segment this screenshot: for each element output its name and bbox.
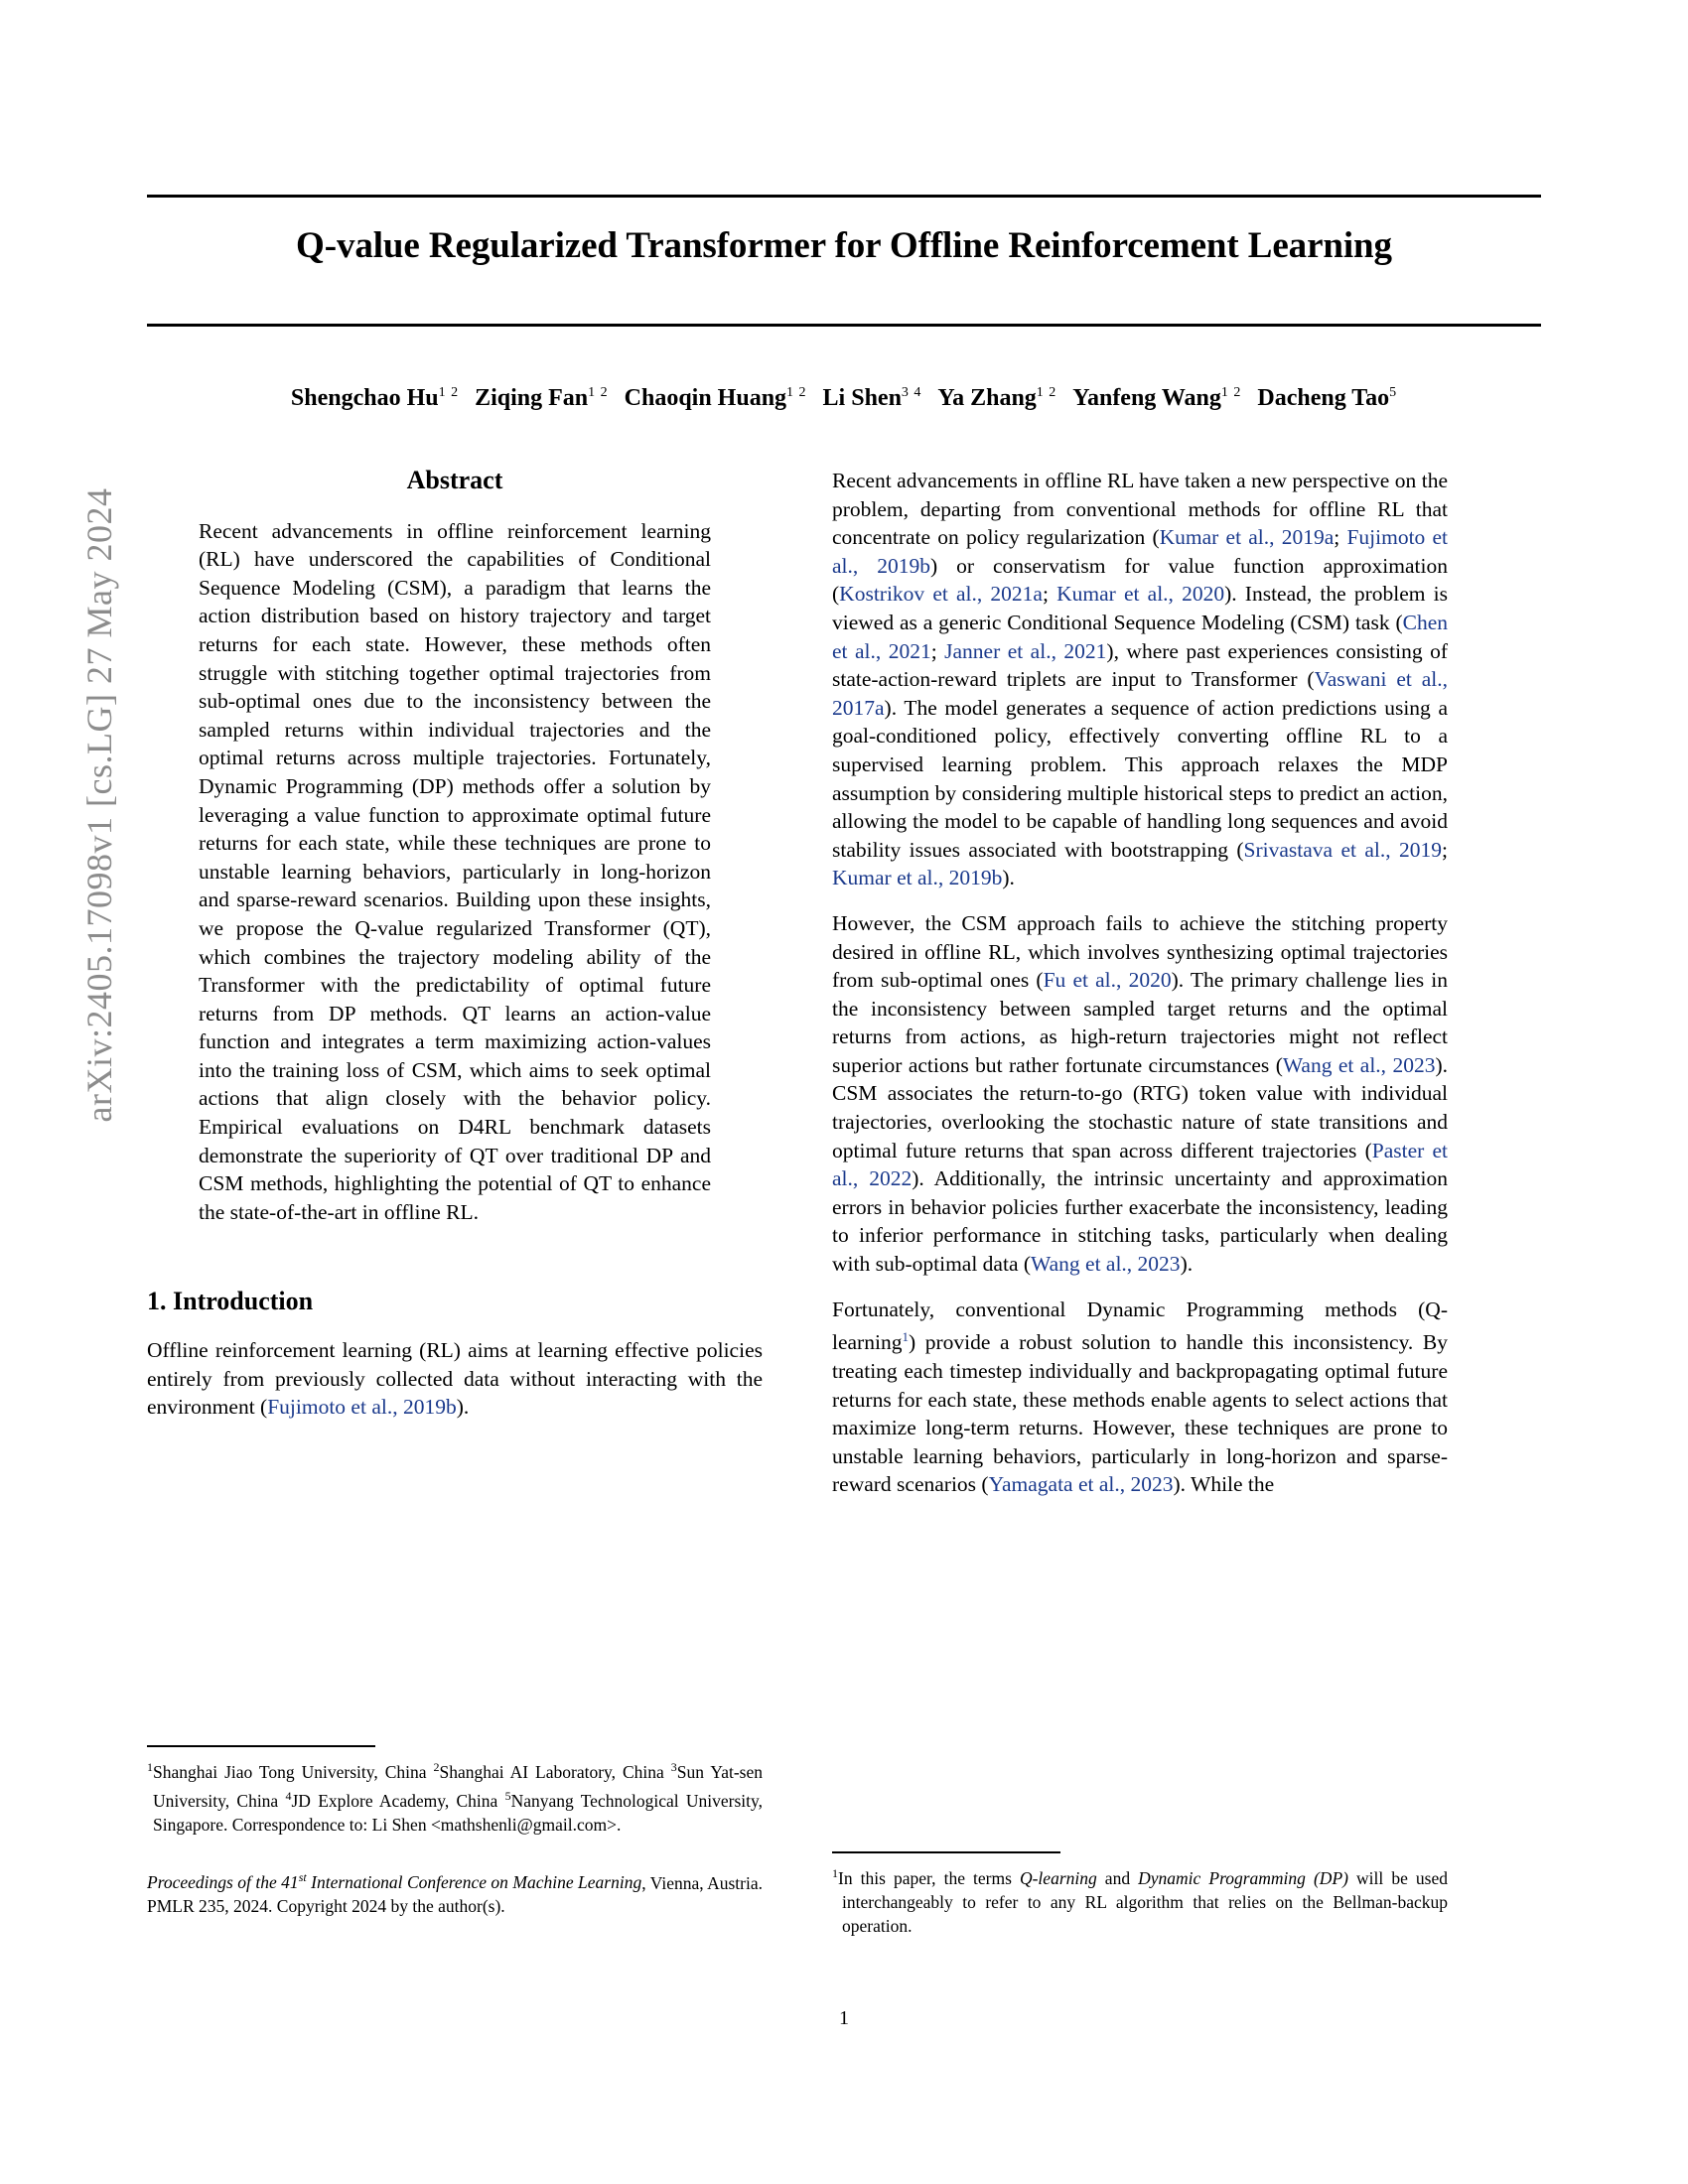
right-footnote-block xyxy=(832,1842,1448,1938)
intro-text-after: ). xyxy=(456,1395,470,1420)
affiliation-marker: 4 xyxy=(285,1788,292,1803)
body-text: ; xyxy=(1334,525,1347,550)
citation-link[interactable]: Kumar et al., 2019a xyxy=(1159,525,1335,550)
author-name: Ya Zhang xyxy=(937,385,1037,411)
q-learning-footnote xyxy=(832,1861,1448,1938)
affiliation-text: Nanyang Technological University, Singapore. Correspondence to: Li Shen <mathshenli@gmail.com>. xyxy=(153,1790,763,1835)
left-footnote-block xyxy=(147,1735,763,1918)
citation-link[interactable]: Janner et al., 2021 xyxy=(944,638,1107,663)
affiliation-text: Shanghai AI Laboratory, China xyxy=(439,1761,671,1782)
citation-link[interactable]: Paster et al., 2022 xyxy=(832,1138,1448,1191)
citation-link[interactable]: Srivastava et al., 2019 xyxy=(1243,837,1443,862)
body-text: ). While the xyxy=(1173,1472,1275,1497)
proceedings-footnote xyxy=(147,1866,763,1919)
author-affiliation: 1 2 xyxy=(1220,385,1242,400)
author-affiliation: 1 2 xyxy=(588,385,609,400)
citation-link[interactable]: Vaswani et al., 2017a xyxy=(832,667,1448,720)
affiliation-text: Shanghai Jiao Tong University, China xyxy=(153,1761,434,1782)
title-rule-top xyxy=(147,195,1541,198)
author-affiliation: 1 2 xyxy=(438,385,460,400)
right-paragraph-2 xyxy=(832,909,1448,1279)
footnote-rule xyxy=(832,1851,1060,1853)
affiliation-marker: 3 xyxy=(670,1760,677,1774)
body-text: ; xyxy=(930,638,945,663)
footnote-part-2: and xyxy=(1096,1867,1139,1888)
citation-link[interactable]: Wang et al., 2023 xyxy=(1031,1252,1181,1277)
right-paragraph-3 xyxy=(832,1296,1448,1499)
body-text: ). xyxy=(1180,1252,1194,1277)
body-text: ). xyxy=(1002,866,1015,890)
author-entry xyxy=(475,385,609,411)
body-text: Recent advancements in offline RL have taken a new perspective on the problem, departing from conventional methods for offline RL that concentrate on policy regularization ( xyxy=(832,469,1448,550)
affiliation-marker: 2 xyxy=(433,1760,440,1774)
citation-link[interactable]: Yamagata et al., 2023 xyxy=(988,1472,1174,1497)
author-affiliation: 1 2 xyxy=(786,385,807,400)
section-heading-introduction: 1. Introduction xyxy=(147,1287,314,1316)
footnote-italic-1: Q-learning xyxy=(1019,1867,1097,1888)
abstract-body: Recent advancements in offline reinforcement learning (RL) have underscored the capabilities of Conditional Sequence Modeling (CSM), a paradigm that learns the action distribution based on history trajectory and target returns for each state. However, these methods often struggle with stitching together optimal trajectories from sub-optimal ones due to the inconsistency between the sampled returns within individual trajectories and the optimal returns across multiple trajectories. Fortunately, Dynamic Programming (DP) methods offer a solution by leveraging a value function to approximate optimal future returns for each state, while these techniques are prone to unstable learning behaviors, particularly in long-horizon and sparse-reward scenarios. Building upon these insights, we propose the Q-value regularized Transformer (QT), which combines the trajectory modeling ability of the Transformer with the predictability of optimal future returns from DP methods. QT learns an action-value function and integrates a term maximizing action-values into the training loss of CSM, which aims to seek optimal actions that align closely with the behavior policy. Empirical evaluations on D4RL benchmark datasets demonstrate the superiority of QT over traditional DP and CSM methods, highlighting the potential of QT to enhance the state-of-the-art in offline RL. xyxy=(199,518,711,1224)
footnote-rule xyxy=(147,1745,375,1747)
affiliation-marker: 1 xyxy=(147,1760,153,1774)
author-name: Dacheng Tao xyxy=(1257,385,1390,411)
citation-link[interactable]: Fujimoto et al., 2019b xyxy=(267,1395,457,1420)
citation-link[interactable]: Wang et al., 2023 xyxy=(1282,1052,1436,1077)
citation-link[interactable]: Chen et al., 2021 xyxy=(832,610,1448,663)
footnote-marker: 1 xyxy=(832,1866,838,1880)
affiliation-footnote xyxy=(147,1755,763,1837)
footnote-part-3: will be used interchangeably to refer to any RL algorithm that relies on the Bellman-backup operation. xyxy=(842,1867,1448,1936)
affiliation-marker: 5 xyxy=(504,1788,511,1803)
author-affiliation: 3 4 xyxy=(901,385,922,400)
citation-link[interactable]: Fujimoto et al., 2019b xyxy=(832,525,1448,578)
footnote-italic-2: Dynamic Programming (DP) xyxy=(1138,1867,1348,1888)
proceedings-ordinal: st xyxy=(298,1870,307,1885)
right-paragraph-1 xyxy=(832,467,1448,892)
abstract-heading: Abstract xyxy=(406,466,503,494)
body-text: ). Instead, the problem is viewed as a generic Conditional Sequence Modeling (CSM) task ( xyxy=(832,582,1448,634)
author-entry xyxy=(625,385,807,411)
citation-link[interactable]: Kumar et al., 2020 xyxy=(1056,582,1225,607)
title-rule-bottom xyxy=(147,324,1541,327)
right-column xyxy=(832,467,1448,1516)
author-entry xyxy=(1072,385,1241,411)
citation-link[interactable]: Fu et al., 2020 xyxy=(1043,968,1172,993)
author-name: Shengchao Hu xyxy=(290,385,439,411)
citation-link[interactable]: Kostrikov et al., 2021a xyxy=(839,582,1043,607)
author-entry xyxy=(823,385,922,411)
author-entry xyxy=(937,385,1056,411)
body-text: ). CSM associates the return-to-go (RTG) token value with individual trajectories, overlooking the stochastic nature of state transitions and optimal future returns that span across different trajectories ( xyxy=(832,1052,1448,1162)
body-text: However, the CSM approach fails to achieve the stitching property desired in offline RL, which involves synthesizing optimal trajectories from sub-optimal ones ( xyxy=(832,910,1448,993)
author-name: Yanfeng Wang xyxy=(1072,385,1221,411)
author-entry xyxy=(291,385,459,411)
author-name: Ziqing Fan xyxy=(475,385,589,411)
proceedings-italic-2: International Conference on Machine Learning xyxy=(306,1872,642,1893)
proceedings-italic-1: Proceedings of the 41 xyxy=(147,1872,299,1893)
affiliation-text: Sun Yat-sen University, China xyxy=(153,1761,763,1811)
body-text: ), where past experiences consisting of state-action-reward triplets are input to Transformer ( xyxy=(832,638,1448,692)
affiliation-text: JD Explore Academy, China xyxy=(291,1790,505,1811)
author-name: Chaoqin Huang xyxy=(624,385,787,411)
author-affiliation: 5 xyxy=(1389,385,1398,400)
author-affiliation: 1 2 xyxy=(1036,385,1057,400)
page-number: 1 xyxy=(839,2007,849,2029)
footnote-part-1: In this paper, the terms xyxy=(838,1867,1020,1888)
author-list xyxy=(119,385,1569,412)
page-title: Q-value Regularized Transformer for Offline Reinforcement Learning xyxy=(296,225,1392,266)
body-text: ) provide a robust solution to handle this inconsistency. By treating each timestep individually and backpropagating optimal future returns for each state, these methods enable agents to select actions that maximize long-term returns. However, these techniques are prone to unstable learning behaviors, particularly in long-horizon and sparse-reward scenarios ( xyxy=(832,1330,1448,1497)
footnote-marker[interactable]: 1 xyxy=(902,1329,909,1345)
body-text: ). The model generates a sequence of action predictions using a goal-conditioned policy, effectively converting offline RL to a supervised learning problem. This approach relaxes the MDP assumption by considering multiple historical steps to predict an action, allowing the model to be capable of handling long sequences and avoid stability issues associated with bootstrapping ( xyxy=(832,695,1448,862)
body-text: ). The primary challenge lies in the inconsistency between sampled target returns and the optimal returns from actions, as high-return trajectories might not reflect superior actions but rather fortunate circumstances ( xyxy=(832,968,1448,1077)
citation-link[interactable]: Kumar et al., 2019b xyxy=(832,866,1003,890)
left-column xyxy=(147,467,763,1438)
body-text: ). Additionally, the intrinsic uncertainty and approximation errors in behavior policies further exacerbate the inconsistency, leading to inferior performance in stitching tasks, particularly when dealing with sub-optimal data ( xyxy=(832,1166,1448,1277)
author-name: Li Shen xyxy=(822,385,902,411)
intro-paragraph-1 xyxy=(147,1336,763,1422)
body-text: ) or conservatism for value function approximation ( xyxy=(832,553,1448,607)
intro-text-before: Offline reinforcement learning (RL) aims at learning effective policies entirely from previously collected data without interacting with the environment ( xyxy=(147,1338,763,1420)
proceedings-rest: , Vienna, Austria. PMLR 235, 2024. Copyright 2024 by the author(s). xyxy=(147,1872,763,1917)
body-text: Fortunately, conventional Dynamic Programming methods (Q-learning xyxy=(832,1297,1448,1355)
body-text: ; xyxy=(1042,582,1057,607)
arxiv-stamp: arXiv:2405.17098v1 [cs.LG] 27 May 2024 xyxy=(79,487,119,1123)
body-text: ; xyxy=(1442,837,1448,862)
author-entry xyxy=(1257,385,1397,411)
